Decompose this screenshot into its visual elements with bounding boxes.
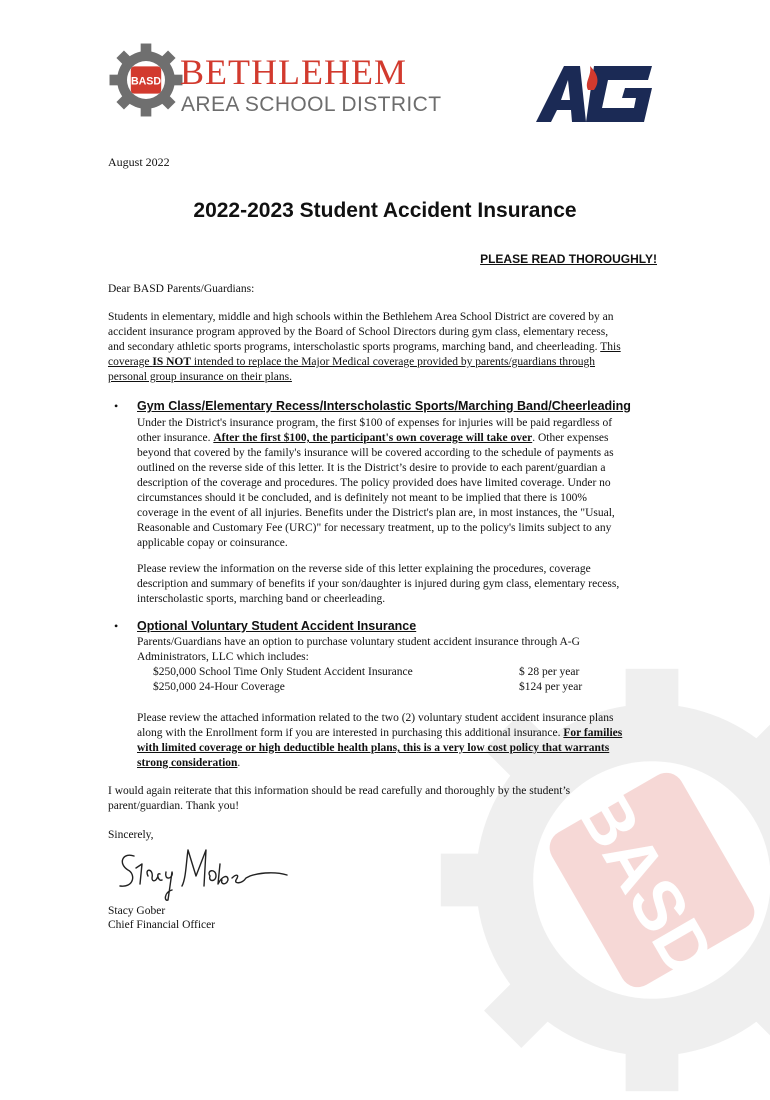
section-heading-optional-insurance: Optional Voluntary Student Accident Insurance (137, 619, 417, 633)
plan-name: $250,000 24-Hour Coverage (153, 681, 285, 693)
district-subtitle: AREA SCHOOL DISTRICT (181, 93, 442, 116)
section1-paragraph: Under the District's insurance program, the first $100 of expenses for injuries will be paid regardless of other insurance. After the first $100, the participant's own coverage will take over. Other expenses beyond that covered by the family's insurance will be covered according to the schedule of payments as outlined on the reverse side of this letter. It is the District’s desire to provide to each parent/guardian a description of the coverage and procedures. The policy provided does have limited coverage. Under no circumstances should it be concluded, and is definitely not meant to be implied that there is 100% coverage in the event of all injuries. Benefits under the District's plan are, in most instances, the "Usual, Reasonable and Customary Fee (URC)" for necessary treatment, up to the policy's limits subject to any applicable copay or coinsurance. (137, 417, 615, 549)
closing-paragraph: I would again reiterate that this information should be read carefully and thoroughly by the student’s parent/guardian. Thank you! (108, 785, 571, 812)
bullet: • (114, 619, 119, 633)
salutation: Dear BASD Parents/Guardians: (108, 283, 255, 295)
district-name: BETHLEHEM (180, 52, 407, 92)
section2-review-paragraph: Please review the attached information related to the two (2) voluntary student accident insurance plans along with the Enrollment form if you are interested in purchasing this additional insurance. For families with limited coverage or high deductible health plans, this is a very low cost policy that warrants strong consideration. (137, 712, 623, 769)
plan-price: $124 per year (519, 681, 583, 693)
section1-review-paragraph: Please review the information on the reverse side of this letter explaining the procedures, coverage description and summary of benefits if your son/daughter is injured during gym class, elementary recess, interscholastic sports, marching band or cheerleading. (137, 563, 620, 605)
signatory-position: Chief Financial Officer (108, 919, 216, 931)
ag-administrators-logo (534, 60, 658, 126)
signatory-name: Stacy Gober (108, 905, 166, 917)
intro-paragraph: Students in elementary, middle and high schools within the Bethlehem Area School District are covered by an accident insurance program approved by the Board of School Directors during gym class, elementary recess, and secondary athletic sports programs, interscholastic sports programs, marching band, and cheerleading. This coverage IS NOT intended to replace the Major Medical coverage provided by parents/guardians through personal group insurance on their plans. (108, 311, 621, 383)
section2-paragraph: Parents/Guardians have an option to purchase voluntary student accident insurance through A-G Administrators, LLC which includes: (137, 636, 580, 663)
svg-text:BASD: BASD (130, 75, 162, 88)
section-heading-gym-class: Gym Class/Elementary Recess/Interscholastic Sports/Marching Band/Cheerleading (137, 399, 631, 413)
letter-date: August 2022 (108, 155, 170, 169)
page-title: 2022-2023 Student Accident Insurance (193, 199, 577, 222)
signature-image (112, 842, 292, 904)
bullet: • (114, 399, 119, 413)
read-notice: PLEASE READ THOROUGHLY! (480, 252, 657, 266)
plan-name: $250,000 School Time Only Student Accident Insurance (153, 666, 413, 678)
svg-text:BASD: BASD (562, 777, 731, 990)
plan-price: $ 28 per year (519, 666, 580, 678)
basd-gear-logo (108, 42, 184, 118)
sincerely: Sincerely, (108, 829, 154, 841)
